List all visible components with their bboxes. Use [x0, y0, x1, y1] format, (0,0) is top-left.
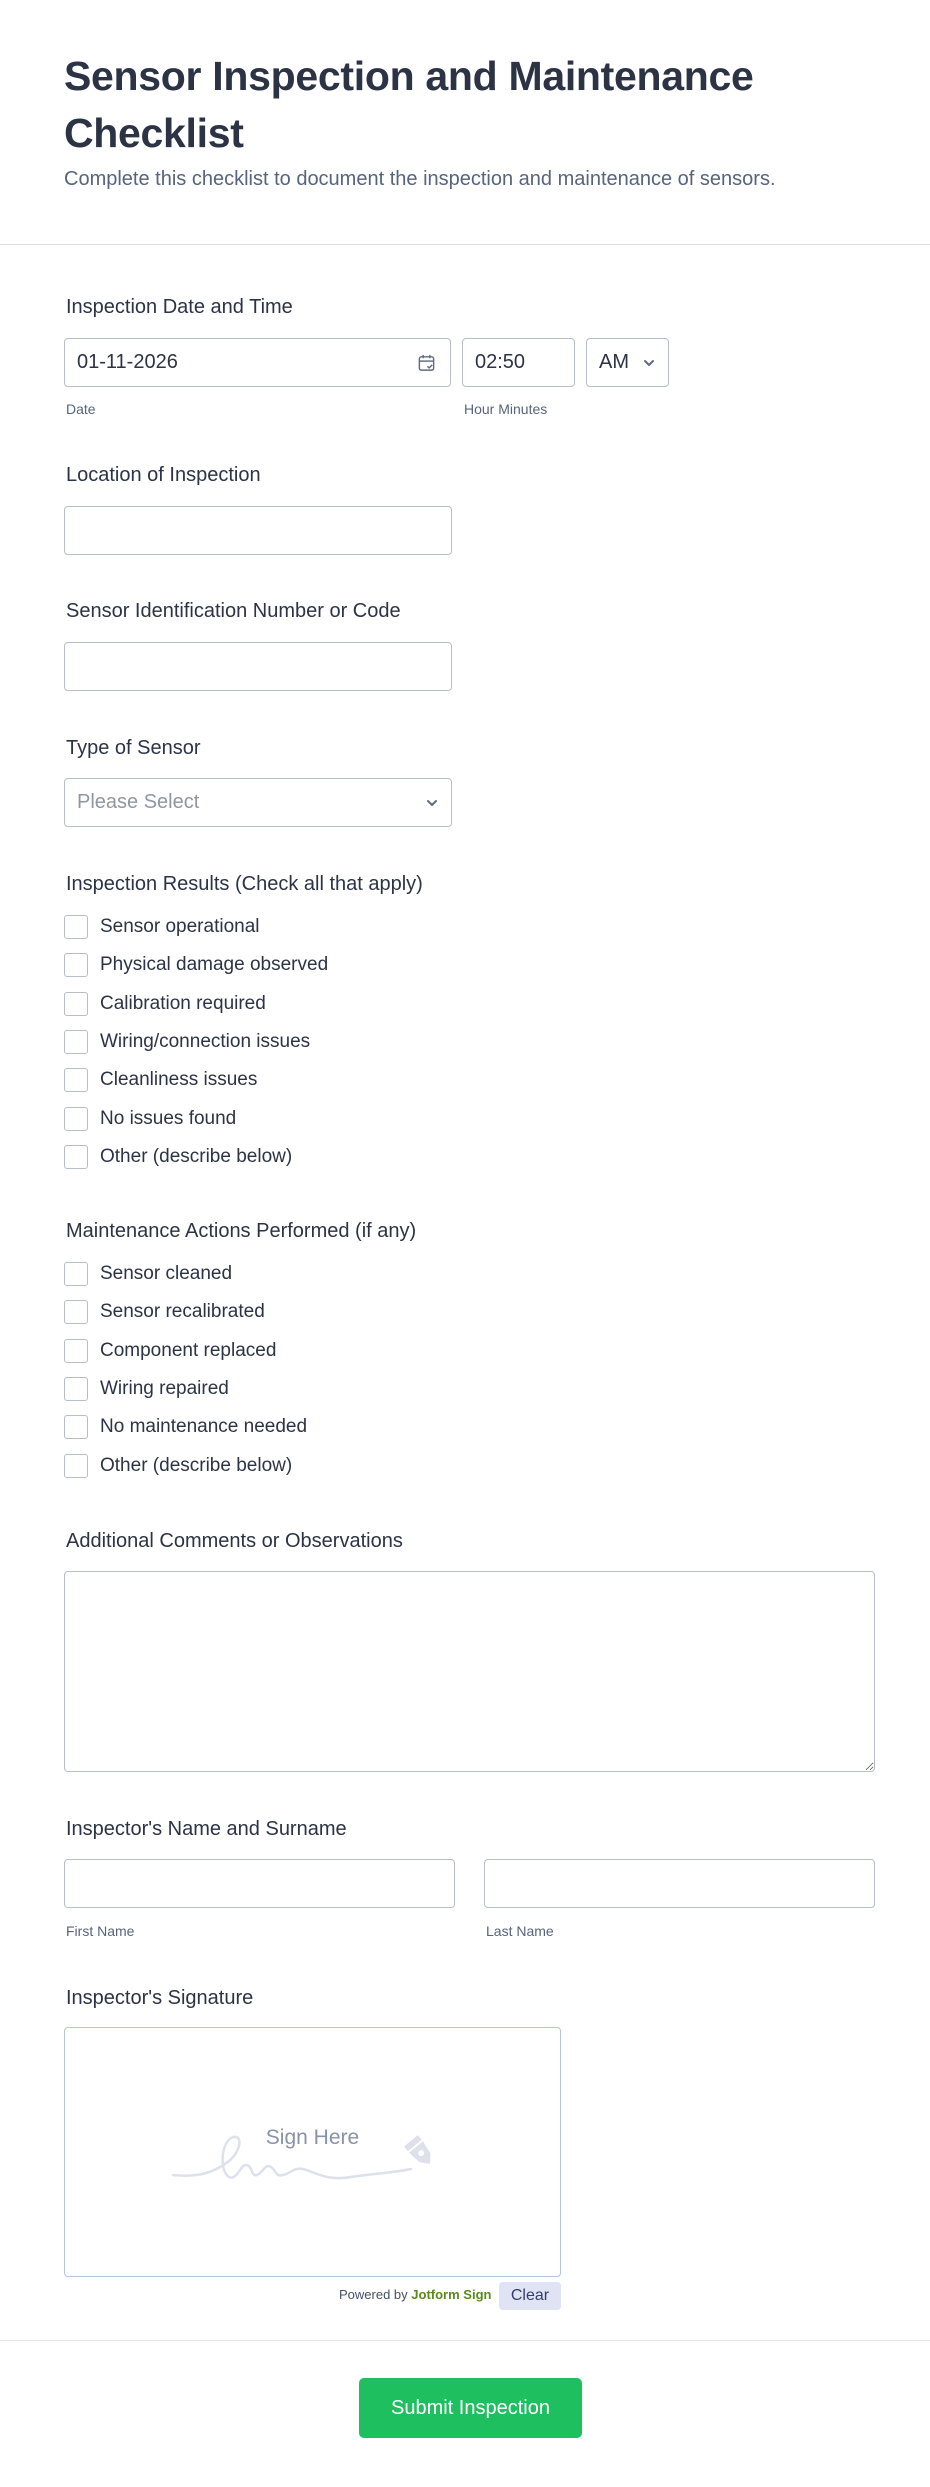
checkbox[interactable]: [64, 953, 88, 977]
sign-here-placeholder: Sign Here: [265, 2126, 360, 2149]
sensor-type-label: Type of Sensor: [66, 737, 201, 759]
checkbox-no-issues[interactable]: No issues found: [64, 1099, 328, 1137]
chevron-down-icon: [642, 356, 656, 370]
checkbox-results-other[interactable]: Other (describe below): [64, 1138, 328, 1176]
checkbox[interactable]: [64, 1262, 88, 1286]
checkbox-sensor-recalibrated[interactable]: Sensor recalibrated: [64, 1293, 307, 1331]
sensor-type-placeholder: Please Select: [77, 791, 200, 813]
form-title: Sensor Inspection and Maintenance Checklist: [64, 53, 754, 156]
ampm-select[interactable]: [586, 338, 669, 387]
checkbox[interactable]: [64, 1454, 88, 1478]
inspection-results-label: Inspection Results (Check all that apply): [66, 873, 423, 895]
checkbox-cleanliness-issues[interactable]: Cleanliness issues: [64, 1061, 328, 1099]
checkbox[interactable]: [64, 1145, 88, 1169]
checkbox[interactable]: [64, 1107, 88, 1131]
checkbox-sensor-operational[interactable]: Sensor operational: [64, 908, 328, 946]
checkbox-wiring-issues[interactable]: Wiring/connection issues: [64, 1023, 328, 1061]
first-name-sublabel: First Name: [66, 1923, 135, 1939]
checkbox-component-replaced[interactable]: Component replaced: [64, 1332, 307, 1370]
checkbox-wiring-repaired[interactable]: Wiring repaired: [64, 1370, 307, 1408]
form-subtitle: Complete this checklist to document the inspection and maintenance of sensors.: [64, 168, 776, 190]
checkbox-no-maintenance[interactable]: No maintenance needed: [64, 1408, 307, 1446]
date-input[interactable]: [64, 338, 451, 387]
location-input[interactable]: [64, 506, 452, 555]
location-label: Location of Inspection: [66, 464, 261, 486]
sensor-id-label: Sensor Identification Number or Code: [66, 600, 401, 622]
checkbox[interactable]: [64, 992, 88, 1016]
last-name-sublabel: Last Name: [486, 1923, 554, 1939]
maintenance-actions-label: Maintenance Actions Performed (if any): [66, 1220, 417, 1242]
checkbox[interactable]: [64, 1377, 88, 1401]
date-sublabel: Date: [66, 401, 96, 417]
checkbox-maintenance-other[interactable]: Other (describe below): [64, 1446, 307, 1484]
powered-by: Powered by Jotform Sign: [339, 2287, 492, 2302]
time-sublabel: Hour Minutes: [464, 401, 548, 417]
comments-textarea[interactable]: [64, 1571, 875, 1772]
calendar-icon[interactable]: [417, 353, 436, 373]
inspection-datetime-label: Inspection Date and Time: [66, 296, 293, 318]
checkbox[interactable]: [64, 915, 88, 939]
checkbox-sensor-cleaned[interactable]: Sensor cleaned: [64, 1255, 307, 1293]
checkbox[interactable]: [64, 1415, 88, 1439]
checkbox-physical-damage[interactable]: Physical damage observed: [64, 946, 328, 984]
clear-signature-button[interactable]: Clear: [499, 2282, 561, 2310]
checkbox-calibration-required[interactable]: Calibration required: [64, 985, 328, 1023]
comments-label: Additional Comments or Observations: [66, 1530, 403, 1552]
maintenance-actions-list: [64, 1255, 307, 1485]
chevron-down-icon: [425, 796, 439, 810]
checkbox[interactable]: [64, 1030, 88, 1054]
inspection-results-list: [64, 908, 328, 1176]
signature-pad[interactable]: [64, 2027, 561, 2277]
jotform-sign-brand: Jotform Sign: [411, 2287, 492, 2302]
checkbox[interactable]: [64, 1300, 88, 1324]
sensor-id-input[interactable]: [64, 642, 452, 691]
first-name-input[interactable]: [64, 1859, 455, 1908]
inspector-name-label: Inspector's Name and Surname: [66, 1818, 347, 1840]
submit-button[interactable]: Submit Inspection: [359, 2378, 582, 2438]
signature-label: Inspector's Signature: [66, 1987, 254, 2009]
divider: [0, 2340, 930, 2341]
form-header: [0, 0, 930, 245]
time-input[interactable]: [462, 338, 575, 387]
checkbox[interactable]: [64, 1068, 88, 1092]
last-name-input[interactable]: [484, 1859, 875, 1908]
date-value: 01-11-2026: [77, 351, 178, 373]
checkbox[interactable]: [64, 1339, 88, 1363]
sensor-type-select[interactable]: [64, 778, 452, 827]
time-value: 02:50: [475, 351, 526, 373]
ampm-value: AM: [599, 351, 629, 373]
